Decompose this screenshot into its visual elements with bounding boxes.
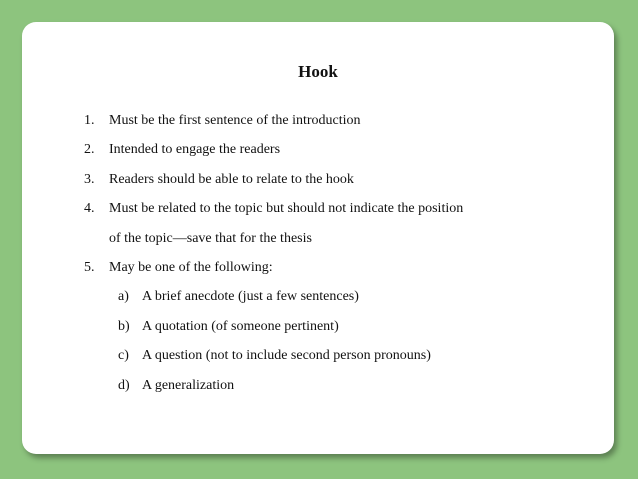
sub-list-item-text: A generalization	[142, 377, 235, 393]
sub-list-item	[84, 312, 604, 341]
slide-card	[22, 22, 614, 454]
sub-list-item	[84, 371, 604, 400]
list-item-number: 4.	[84, 201, 95, 217]
list-item-number: 1.	[84, 113, 95, 128]
list-item-text: Readers should be able to relate to the hook	[109, 171, 354, 187]
sub-list-item-text: A question (not to include second person pronouns)	[142, 348, 431, 364]
sub-list-item-letter: a)	[118, 289, 129, 305]
list-item-text: of the topic—save that for the thesis	[109, 230, 312, 246]
list-item-number: 2.	[84, 142, 95, 158]
list-item	[84, 194, 604, 223]
list-item-text: May be one of the following:	[109, 259, 273, 275]
sub-list-item-letter: d)	[118, 377, 130, 393]
list-item	[84, 135, 604, 164]
sub-list-item	[84, 341, 604, 370]
sub-list-item-text: A brief anecdote (just a few sentences)	[142, 289, 359, 305]
sub-list-item-letter: c)	[118, 348, 129, 364]
numbered-list	[84, 106, 604, 400]
list-item	[84, 165, 604, 194]
sub-list-item-text: A quotation (of someone pertinent)	[142, 318, 339, 334]
list-item	[84, 106, 604, 135]
list-item-text: Must be the first sentence of the introduction	[109, 113, 361, 128]
list-item-number: 5.	[84, 259, 95, 275]
list-item-continuation	[84, 224, 604, 253]
list-item-text: Intended to engage the readers	[109, 142, 281, 158]
sub-list-item-letter: b)	[118, 318, 130, 334]
sub-list-item	[84, 282, 604, 311]
list-item-text: Must be related to the topic but should not indicate the position	[109, 201, 464, 217]
list-item-number: 3.	[84, 171, 95, 187]
list-item	[84, 253, 604, 282]
slide-title: Hook	[298, 62, 338, 81]
